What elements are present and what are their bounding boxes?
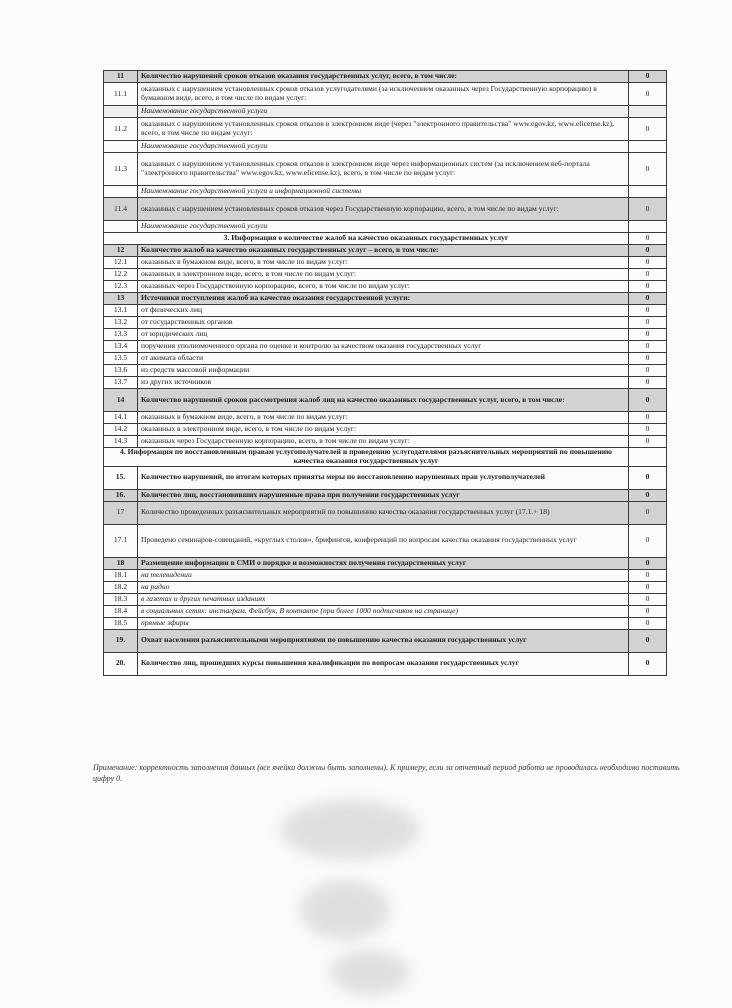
row-value: 0 [629,617,667,629]
row-number: 18.1 [104,569,138,581]
row-number: 14 [104,389,138,412]
scan-smudge [280,800,420,860]
row-label: Количество нарушений, по итогам которых приняты меры по восстановлению нарушенных прав услугополучателей [138,466,629,489]
row-number: 17.1 [104,524,138,557]
row-label: оказанных с нарушением установленных сроков отказов в электронном виде через информационных систем (за исключением веб-портала "электронного правительства" www.egov.kz, www.elicense.kz), всего, в том числе по видам услуг: [138,153,629,186]
table-row [104,489,667,501]
scan-smudge [330,950,410,995]
table-row [104,83,667,106]
row-number: 13.3 [104,329,138,341]
row-number: 15. [104,466,138,489]
row-number: 12 [104,245,138,257]
table-row [104,305,667,317]
row-label: оказанных в бумажном виде, всего, в том числе по видам услуг: [138,257,629,269]
table-row [104,106,667,118]
row-label: Количество нарушений сроков рассмотрения жалоб лиц на качество оказанных государственных услуг, всего, в том числе: [138,389,629,412]
row-value: 0 [629,466,667,489]
report-table [103,70,667,676]
table-row [104,269,667,281]
row-label: из средств массовой информации [138,365,629,377]
row-label: оказанных в бумажном виде, всего, в том числе по видам услуг: [138,412,629,424]
row-label: Источники поступления жалоб на качество оказания государственной услуги: [138,293,629,305]
table-row [104,353,667,365]
row-value: 0 [629,245,667,257]
row-number: 12.3 [104,281,138,293]
footnote: Примечание: корректность заполнения данных (все ячейки должны быть заполнены). К примеру, если за отчетный период работа не проводилась необходимо поставить цифру 0. [93,763,680,783]
row-value: 0 [629,329,667,341]
row-label: Охват населения разъяснительными мероприятиями по повышению качества оказания государственных услуг [138,629,629,652]
table-row [104,652,667,675]
row-value [629,186,667,198]
table-row [104,524,667,557]
row-label: поручения уполномоченного органа по оценке и контролю за качеством оказания государственных услуг [138,341,629,353]
table-row [104,141,667,153]
table-row [104,245,667,257]
row-label: в газетах и других печатных изданиях [138,593,629,605]
row-value: 0 [629,257,667,269]
row-number: 18 [104,557,138,569]
row-label: Наименование государственной услуги и информационной системы [138,186,629,198]
section-heading: 4. Информация по восстановленным правам услугополучателей и проведению услугодателями разъяснительных мероприятий по повышению качества оказания государственных услуг [104,448,629,467]
row-number: 17 [104,501,138,524]
row-value: 0 [629,293,667,305]
table-row [104,71,667,83]
row-value: 0 [629,605,667,617]
table-row [104,233,667,245]
row-number [104,106,138,118]
row-value: 0 [629,153,667,186]
row-number: 13 [104,293,138,305]
row-number: 13.6 [104,365,138,377]
table-row [104,293,667,305]
row-number: 13.2 [104,317,138,329]
table-row [104,281,667,293]
row-value [629,221,667,233]
row-value: 0 [629,593,667,605]
row-label: Наименование государственной услуги [138,221,629,233]
report-table-body [104,71,667,676]
row-label: Количество нарушений сроков отказов оказания государственных услуг, всего, в том числе: [138,71,629,83]
row-label: в социальных сетях: инстаграм, Фейсбук, В контакте (при более 1000 подписчиков на странице) [138,605,629,617]
row-label: оказанных с нарушением установленных сроков отказов услугодателями (за исключением оказанных через Государственную корпорацию) в бумажном виде, всего, в том числе по видам услуг: [138,83,629,106]
table-row [104,581,667,593]
row-value: 0 [629,652,667,675]
row-number: 11.1 [104,83,138,106]
row-label: Количество лиц, восстановивших нарушенные права при получении государственных услуг [138,489,629,501]
row-value [629,448,667,467]
row-number: 11.4 [104,198,138,221]
row-label: от юридических лиц [138,329,629,341]
row-label: прямые эфиры [138,617,629,629]
row-label: оказанных с нарушением установленных сроков отказов через Государственную корпорацию, всего, в том числе по видам услуг: [138,198,629,221]
row-label: оказанных с нарушением установленных сроков отказов в электронном виде (через "электронного правительства" www.egov.kz, www.elicense.kz), всего, в том числе по видам услуг: [138,118,629,141]
row-value: 0 [629,233,667,245]
row-value: 0 [629,581,667,593]
table-row [104,221,667,233]
table-row [104,153,667,186]
row-label: от физических лиц [138,305,629,317]
row-number: 13.1 [104,305,138,317]
row-number: 14.2 [104,424,138,436]
row-value [629,106,667,118]
row-number: 18.2 [104,581,138,593]
table-row [104,448,667,467]
row-label: Количество лиц, прошедших курсы повышения квалификации по вопросам оказания государственных услуг [138,652,629,675]
row-number: 13.5 [104,353,138,365]
row-number: 13.7 [104,377,138,389]
row-value: 0 [629,365,667,377]
row-value: 0 [629,389,667,412]
table-row [104,466,667,489]
section-heading: 3. Информация о количестве жалоб на качество оказанных государственных услуг [104,233,629,245]
row-number [104,141,138,153]
row-value: 0 [629,501,667,524]
row-value: 0 [629,557,667,569]
table-row [104,186,667,198]
scan-smudge [300,880,390,940]
table-row [104,257,667,269]
table-row [104,412,667,424]
table-row [104,629,667,652]
row-label: Наименование государственной услуги [138,141,629,153]
row-number: 12.2 [104,269,138,281]
row-value: 0 [629,629,667,652]
row-label: Размещение информации в СМИ о порядке и возможностях получения государственных услуг [138,557,629,569]
row-value: 0 [629,377,667,389]
table-row [104,341,667,353]
row-number: 12.1 [104,257,138,269]
table-row [104,557,667,569]
table-row [104,317,667,329]
row-label: от государственных органов [138,317,629,329]
row-number: 14.1 [104,412,138,424]
row-number: 18.4 [104,605,138,617]
row-label: оказанных в электронном виде, всего, в том числе по видам услуг: [138,269,629,281]
row-value: 0 [629,83,667,106]
table-row [104,501,667,524]
row-number: 20. [104,652,138,675]
row-number: 19. [104,629,138,652]
row-label: Количество проведенных разъяснительных мероприятий по повышению качества оказания государственных услуг (17.1.+ 18) [138,501,629,524]
row-number: 11.2 [104,118,138,141]
row-label: Наименование государственной услуги [138,106,629,118]
table-row [104,593,667,605]
row-label: на телевидении [138,569,629,581]
row-value: 0 [629,305,667,317]
row-value: 0 [629,424,667,436]
row-value: 0 [629,317,667,329]
table-row [104,617,667,629]
row-value: 0 [629,436,667,448]
table-row [104,436,667,448]
row-label: оказанных через Государственную корпорацию, всего, в том числе по видам услуг: [138,436,629,448]
row-value: 0 [629,412,667,424]
row-value: 0 [629,353,667,365]
row-value: 0 [629,569,667,581]
table-row [104,365,667,377]
row-value: 0 [629,118,667,141]
row-label: из других источников [138,377,629,389]
row-value: 0 [629,524,667,557]
row-number [104,186,138,198]
row-label: от акимата области [138,353,629,365]
table-row [104,569,667,581]
row-label: Количество жалоб на качество оказанных государственных услуг – всего, в том числе: [138,245,629,257]
row-number: 16. [104,489,138,501]
table-row [104,329,667,341]
table-row [104,118,667,141]
row-number: 13.4 [104,341,138,353]
row-number: 11 [104,71,138,83]
row-value: 0 [629,489,667,501]
row-number: 18.3 [104,593,138,605]
table-row [104,377,667,389]
row-number: 18.5 [104,617,138,629]
row-value: 0 [629,281,667,293]
row-number: 11.3 [104,153,138,186]
table-row [104,605,667,617]
row-value [629,141,667,153]
row-value: 0 [629,269,667,281]
row-number [104,221,138,233]
row-value: 0 [629,341,667,353]
row-label: Проведено семинаров-совещаний, «круглых столов», брифингов, конференций по вопросам качества оказания государственных услуг [138,524,629,557]
row-value: 0 [629,71,667,83]
row-number: 14.3 [104,436,138,448]
row-value: 0 [629,198,667,221]
table-row [104,424,667,436]
row-label: оказанных через Государственную корпорацию, всего, в том числе по видам услуг: [138,281,629,293]
row-label: на радио [138,581,629,593]
table-row [104,198,667,221]
table-row [104,389,667,412]
row-label: оказанных в электронном виде, всего, в том числе по видам услуг: [138,424,629,436]
